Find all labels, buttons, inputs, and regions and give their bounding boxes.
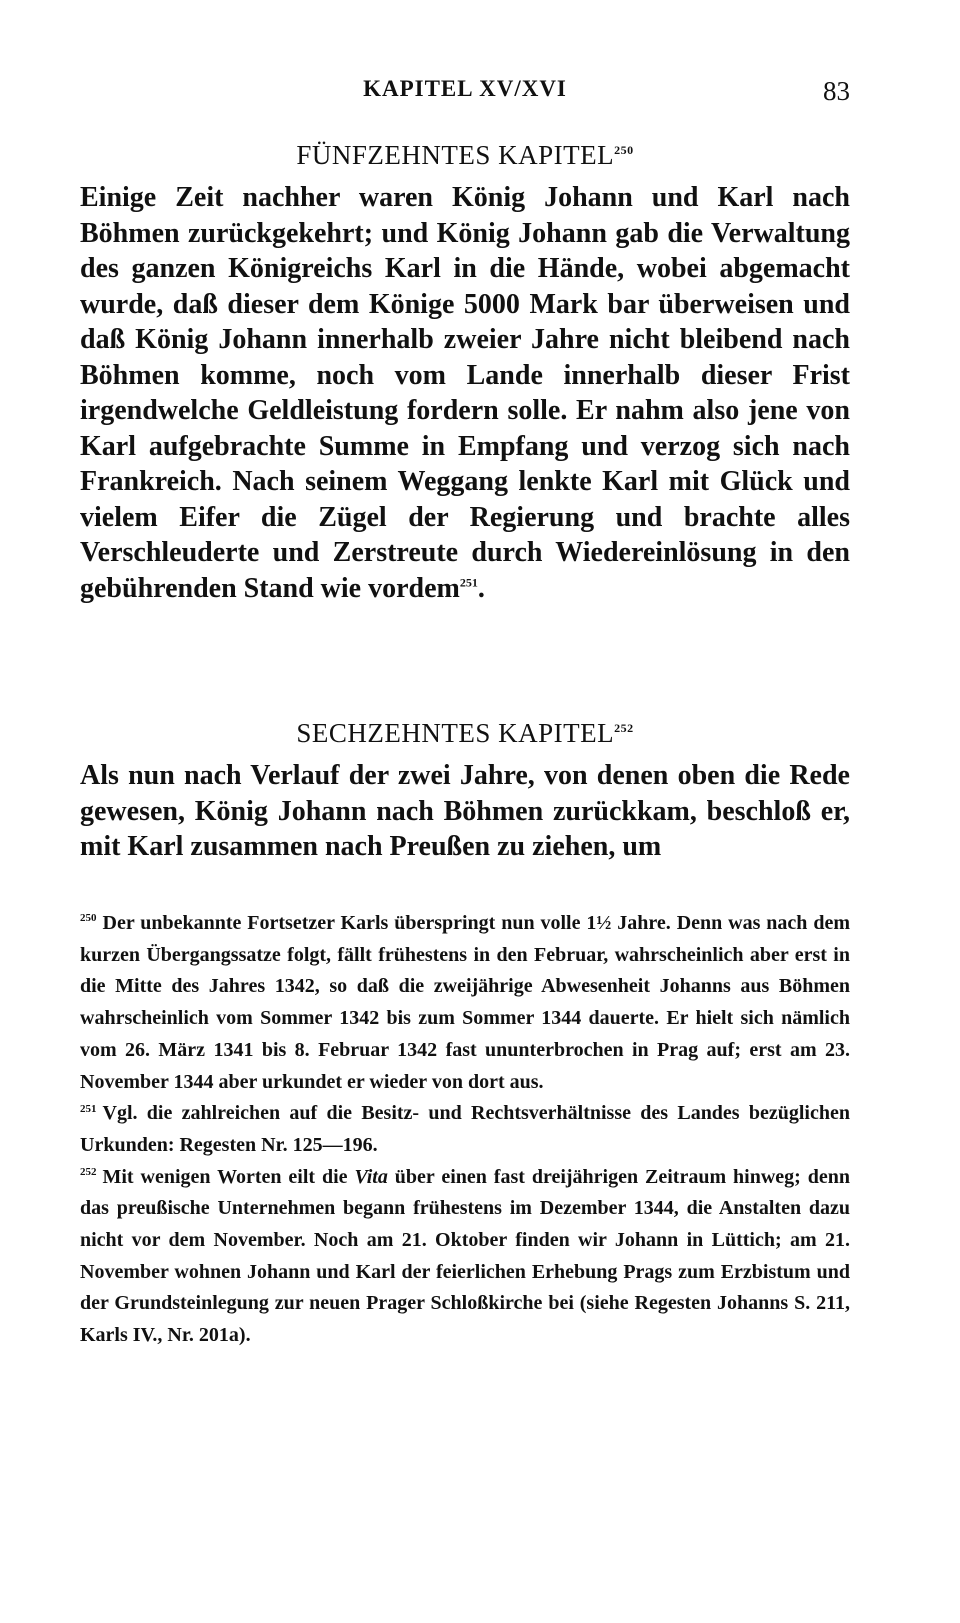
footnote-italic-vita: Vita — [354, 1165, 388, 1188]
chapter-sixteen-title: SECHZEHNTES KAPITEL — [296, 718, 615, 748]
footnote-252 — [80, 1162, 850, 1352]
footnote-text-start: Mit wenigen Worten eilt die — [102, 1165, 355, 1188]
running-title: KAPITEL XV/XVI — [363, 76, 567, 101]
chapter-sixteen-note-ref: 252 — [614, 721, 634, 735]
footnote-251 — [80, 1098, 850, 1161]
chapter-sixteen-heading — [80, 712, 850, 754]
chapter-fifteen-note-ref: 250 — [614, 143, 634, 157]
chapter-fifteen — [80, 134, 850, 606]
chapter-fifteen-text: Einige Zeit nachher waren König Johann und Karl nach Böhmen zurückgekehrt; und König Johann gab die Verwaltung des ganzen Königreichs Karl in die Hände, wobei abgemacht wurde, daß dieser dem Könige 5000 Mark bar überweisen und daß König Johann innerhalb zweier Jahre nicht bleibend nach Böhmen komme, noch vom Lande innerhalb dieser Frist irgendwelche Geldleistung fordern solle. Er nahm also jene von Karl aufgebrachte Summe in Empfang und verzog sich nach Frankreich. Nach seinem Weggang lenkte Karl mit Glück und vielem Eifer die Zügel der Regierung und brachte alles Verschleuderte und Zerstreute durch Wiedereinlösung in den gebührenden Stand wie vordem — [80, 182, 850, 604]
footnote-text: Der unbekannte Fortsetzer Karls überspringt nun volle 1½ Jahre. Denn was nach dem kurzen Übergangssatze folgt, fällt frühestens in den Februar, wahrscheinlich aber erst in die Mitte des Jahres 1342, so daß die zweijährige Abwesenheit Johanns aus Böhmen wahrscheinlich vom Sommer 1342 bis zum Sommer 1344 dauerte. Er hielt sich nämlich vom 26. März 1341 bis 8. Februar 1342 fast ununterbrochen in Prag auf; erst am 23. November 1344 aber urkundet er wieder von dort aus. — [80, 912, 850, 1093]
chapter-fifteen-paragraph — [80, 180, 850, 606]
footnote-mark: 252 — [80, 1165, 97, 1178]
chapter-fifteen-title: FÜNFZEHNTES KAPITEL — [296, 140, 615, 170]
footnote-text-end: über einen fast dreijährigen Zeitraum hinweg; denn das preußische Unternehmen begann frühestens im Dezember 1344, die Anstalten dazu nicht vor dem November. Noch am 21. Oktober finden wir Johann in Lüttich; am 21. November wohnen Johann und Karl der feierlichen Erhebung Prags zum Erzbistum und der Grundsteinlegung zur neuen Prager Schloßkirche bei (siehe Regesten Johanns S. 211, Karls IV., Nr. 201a). — [80, 1165, 850, 1347]
footnote-mark: 250 — [80, 912, 97, 925]
footnote-mark: 251 — [80, 1102, 97, 1115]
chapter-sixteen-paragraph: Als nun nach Verlauf der zwei Jahre, von denen oben die Rede gewesen, König Johann nach Böhmen zurückkam, beschloß er, mit Karl zusammen nach Preußen zu ziehen, um — [80, 760, 850, 862]
page-number: 83 — [823, 76, 850, 106]
footnotes — [80, 908, 850, 1352]
footnote-text: Vgl. die zahlreichen auf die Besitz- und Rechtsverhältnisse des Landes bezüglichen Urkunden: Regesten Nr. 125—196. — [80, 1102, 850, 1156]
chapter-sixteen — [80, 712, 850, 865]
chapter-fifteen-heading — [80, 134, 850, 176]
chapter-fifteen-end-punct: . — [477, 572, 485, 604]
footnote-250 — [80, 908, 850, 1098]
chapter-fifteen-end-note-ref: 251 — [459, 575, 478, 590]
running-head — [80, 76, 850, 116]
